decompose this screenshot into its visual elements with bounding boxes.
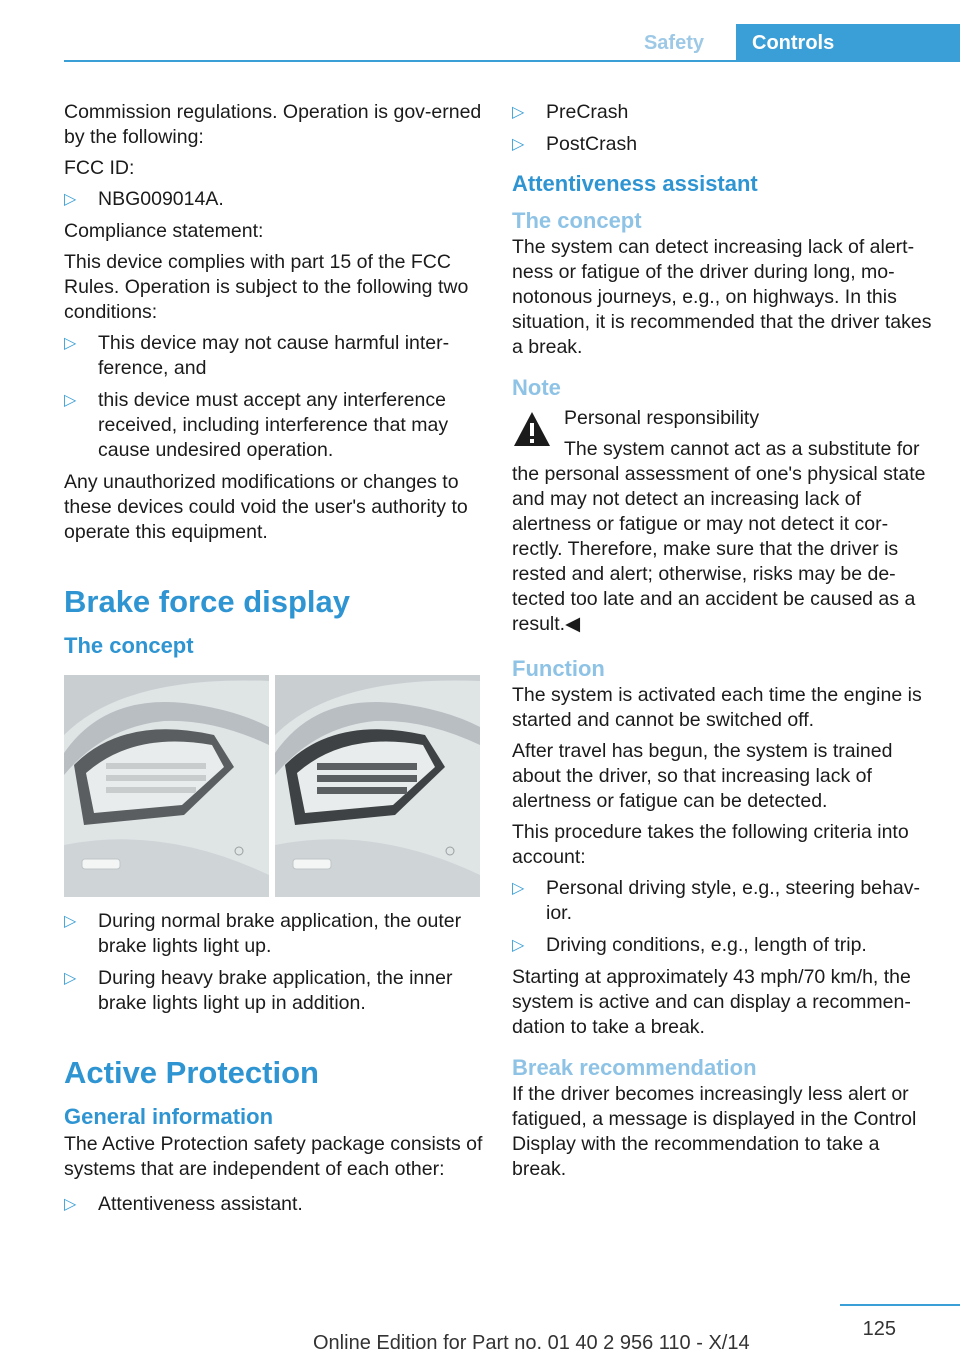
list-item-text: NBG009014A. <box>98 188 224 210</box>
triangle-right-icon: ▷ <box>64 1196 77 1213</box>
list-item-text: PostCrash <box>546 133 638 155</box>
list-item-text: Driving conditions, e.g., length of trip. <box>546 934 867 956</box>
paragraph: Compliance statement: <box>64 220 264 242</box>
edition-note: Online Edition for Part no. 01 40 2 956 110 - X/14 <box>313 1332 750 1354</box>
brake-lights-normal-image <box>64 675 269 897</box>
list-item <box>64 187 484 212</box>
paragraph: FCC ID: <box>64 157 135 179</box>
list-item <box>512 876 932 926</box>
warning-first-line: The system cannot act as a substitute for <box>564 438 920 460</box>
brake-lights-figure <box>64 675 480 897</box>
heading-note: Note <box>512 375 561 400</box>
page-header <box>0 24 960 62</box>
list-item <box>512 933 932 958</box>
triangle-right-icon: ▷ <box>64 913 77 930</box>
header-rule <box>64 60 960 62</box>
triangle-right-icon: ▷ <box>64 191 77 208</box>
warning-body <box>512 437 932 637</box>
warning-triangle-icon <box>512 410 552 448</box>
paragraph: This device complies with part 15 of the FCC Rules. Operation is subject to the following two conditions: <box>64 251 469 323</box>
triangle-right-icon: ▷ <box>512 136 525 153</box>
bullet-list <box>512 100 932 157</box>
list-item <box>64 966 484 1016</box>
list-item-text: During heavy brake application, the inner brake lights light up in addition. <box>98 967 453 1014</box>
list-item <box>512 100 932 125</box>
list-item <box>64 1192 484 1217</box>
triangle-right-icon: ▷ <box>512 104 525 121</box>
bullet-list <box>64 331 484 463</box>
paragraph: Commission regulations. Operation is gov‐erned by the following: <box>64 101 482 148</box>
triangle-right-icon: ▷ <box>64 970 77 987</box>
tab-controls[interactable]: Controls <box>736 24 960 62</box>
right-column <box>512 100 932 1188</box>
list-item <box>64 331 484 381</box>
left-column <box>64 100 484 1224</box>
list-item-text: Attentiveness assistant. <box>98 1193 303 1215</box>
brake-lights-heavy-image <box>275 675 480 897</box>
heading-active-protection: Active Protection <box>64 1055 319 1090</box>
page-number: 125 <box>862 1318 896 1340</box>
triangle-right-icon: ▷ <box>512 937 525 954</box>
bullet-list <box>64 1192 484 1217</box>
page-footer <box>0 1302 960 1362</box>
triangle-right-icon: ▷ <box>512 880 525 897</box>
warning-title: Personal responsibility <box>564 407 760 429</box>
paragraph: Starting at approximately 43 mph/70 km/h, the system is active and can display a recommen‐dation to take a break. <box>512 966 911 1038</box>
tab-safety[interactable]: Safety <box>643 32 704 54</box>
list-item <box>64 909 484 959</box>
list-item-text: This device may not cause harmful inter‐ference, and <box>98 332 450 379</box>
paragraph: The system can detect increasing lack of alert‐ness or fatigue of the driver during long, mo‐notonous journeys, e.g., on highways. In this situation, it is recommended that the driver takes a break. <box>512 236 932 358</box>
heading-break-recommendation: Break recommendation <box>512 1055 757 1080</box>
heading-the-concept: The concept <box>512 208 642 233</box>
footer-rule <box>840 1304 960 1306</box>
list-item-text: During normal brake application, the outer brake lights light up. <box>98 910 462 957</box>
warning-note <box>512 406 932 637</box>
heading-the-concept: The concept <box>64 633 194 658</box>
paragraph: Any unauthorized modifications or changes to these devices could void the user's authority to operate this equipment. <box>64 471 468 543</box>
list-item-text: this device must accept any interference received, including interference that may cause undesired operation. <box>98 389 449 461</box>
paragraph: The Active Protection safety package consists of systems that are independent of each other: <box>64 1133 483 1180</box>
heading-general-information: General information <box>64 1104 274 1129</box>
heading-attentiveness-assistant: Attentiveness assistant <box>512 171 758 196</box>
triangle-right-icon: ▷ <box>64 392 77 409</box>
bullet-list <box>64 909 484 1016</box>
paragraph: If the driver becomes increasingly less alert or fatigued, a message is displayed in the Control Display with the recommendation to take a break. <box>512 1083 917 1180</box>
list-item <box>512 132 932 157</box>
heading-brake-force-display: Brake force display <box>64 584 351 619</box>
heading-function: Function <box>512 656 605 681</box>
paragraph: After travel has begun, the system is trained about the driver, so that increasing lack of alertness or fatigue can be detected. <box>512 740 893 812</box>
warning-text: the personal assessment of one's physical state and may not detect an increasing lack of alertness or fatigue or may not detect it cor‐rectly. Therefore, make sure that the driver is rested and alert; otherwise, risks may be de‐tected too late and an accident be caused as a result.◀ <box>512 463 926 635</box>
bullet-list <box>64 187 484 212</box>
list-item <box>64 388 484 463</box>
list-item-text: Personal driving style, e.g., steering behav‐ior. <box>546 877 920 924</box>
bullet-list <box>512 876 932 958</box>
triangle-right-icon: ▷ <box>64 335 77 352</box>
list-item-text: PreCrash <box>546 101 629 123</box>
paragraph: This procedure takes the following criteria into account: <box>512 821 909 868</box>
paragraph: The system is activated each time the engine is started and cannot be switched off. <box>512 684 922 731</box>
